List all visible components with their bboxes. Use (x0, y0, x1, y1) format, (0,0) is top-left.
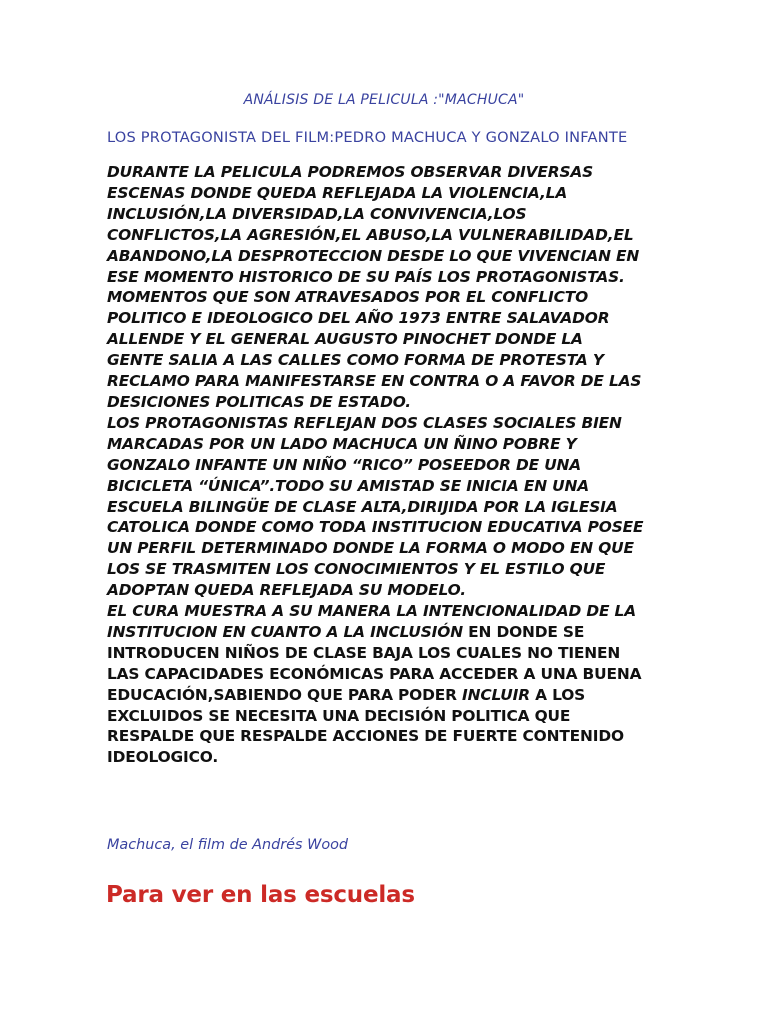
body-upright-phrase: A LOS (529, 685, 586, 704)
body-line: POLITICO E IDEOLOGICO DEL AÑO 1973 ENTRE SALAVADOR (107, 309, 610, 328)
body-line: MOMENTOS QUE SON ATRAVESADOS POR EL CONFLICTO (107, 288, 589, 307)
body-italic-phrase: INCLUIR (462, 685, 530, 704)
body-line: CONFLICTOS,LA AGRESIÓN,EL ABUSO,LA VULNERABILIDAD,EL (107, 225, 634, 244)
body-line: EL CURA MUESTRA A SU MANERA LA INTENCIONALIDAD DE LA (107, 602, 636, 621)
body-line: EXCLUIDOS SE NECESITA UNA DECISIÓN POLITICA QUE (107, 706, 571, 725)
body-line: ESCUELA BILINGÜE DE CLASE ALTA,DIRIJIDA POR LA IGLESIA (107, 497, 618, 516)
document-subtitle: LOS PROTAGONISTA DEL FILM:PEDRO MACHUCA Y GONZALO INFANTE (107, 129, 628, 146)
body-line-mixed (107, 622, 663, 643)
body-italic-phrase: INSTITUCION EN CUANTO A LA INCLUSIÓN (107, 622, 463, 641)
body-line: ABANDONO,LA DESPROTECCION DESDE LO QUE VIVENCIAN EN (107, 246, 640, 265)
document-body (107, 162, 663, 768)
footer-heading: Para ver en las escuelas (106, 882, 415, 908)
footer-caption: Machuca, el film de Andrés Wood (107, 837, 349, 853)
body-line: INTRODUCEN NIÑOS DE CLASE BAJA LOS CUALES NO TIENEN (107, 643, 621, 662)
body-upright-phrase: EN DONDE SE (462, 622, 585, 641)
body-line: ALLENDE Y EL GENERAL AUGUSTO PINOCHET DONDE LA (107, 330, 583, 349)
body-line: ESE MOMENTO HISTORICO DE SU PAÍS LOS PROTAGONISTAS. (107, 267, 625, 286)
document-title: ANÁLISIS DE LA PELICULA :"MACHUCA" (243, 92, 525, 108)
body-line: CATOLICA DONDE COMO TODA INSTITUCION EDUCATIVA POSEE (107, 518, 644, 537)
body-line: GONZALO INFANTE UN NIÑO “RICO” POSEEDOR DE UNA (107, 455, 582, 474)
body-line: LOS SE TRASMITEN LOS CONOCIMIENTOS Y EL ESTILO QUE (107, 560, 606, 579)
body-line-mixed (107, 685, 663, 706)
body-line: INCLUSIÓN,LA DIVERSIDAD,LA CONVIVENCIA,LOS (107, 204, 527, 223)
body-line: BICICLETA “ÚNICA”.TODO SU AMISTAD SE INICIA EN UNA (107, 476, 589, 495)
body-line: ESCENAS DONDE QUEDA REFLEJADA LA VIOLENCIA,LA (107, 183, 568, 202)
body-line: LAS CAPACIDADES ECONÓMICAS PARA ACCEDER A UNA BUENA (107, 664, 642, 683)
body-line: IDEOLOGICO. (107, 748, 219, 767)
body-line: UN PERFIL DETERMINADO DONDE LA FORMA O MODO EN QUE (107, 539, 634, 558)
body-line: DESICIONES POLITICAS DE ESTADO. (107, 392, 411, 411)
body-line: DURANTE LA PELICULA PODREMOS OBSERVAR DIVERSAS (107, 163, 594, 181)
body-line: LOS PROTAGONISTAS REFLEJAN DOS CLASES SOCIALES BIEN (107, 413, 622, 432)
body-line: GENTE SALIA A LAS CALLES COMO FORMA DE PROTESTA Y (107, 351, 604, 370)
body-line: RESPALDE QUE RESPALDE ACCIONES DE FUERTE CONTENIDO (107, 727, 624, 746)
body-line: MARCADAS POR UN LADO MACHUCA UN ÑINO POBRE Y (107, 434, 577, 453)
body-upright-phrase: EDUCACIÓN,SABIENDO QUE PARA PODER (107, 685, 463, 704)
body-line: RECLAMO PARA MANIFESTARSE EN CONTRA O A FAVOR DE LAS (107, 372, 642, 391)
body-line: ADOPTAN QUEDA REFLEJADA SU MODELO. (107, 581, 466, 600)
